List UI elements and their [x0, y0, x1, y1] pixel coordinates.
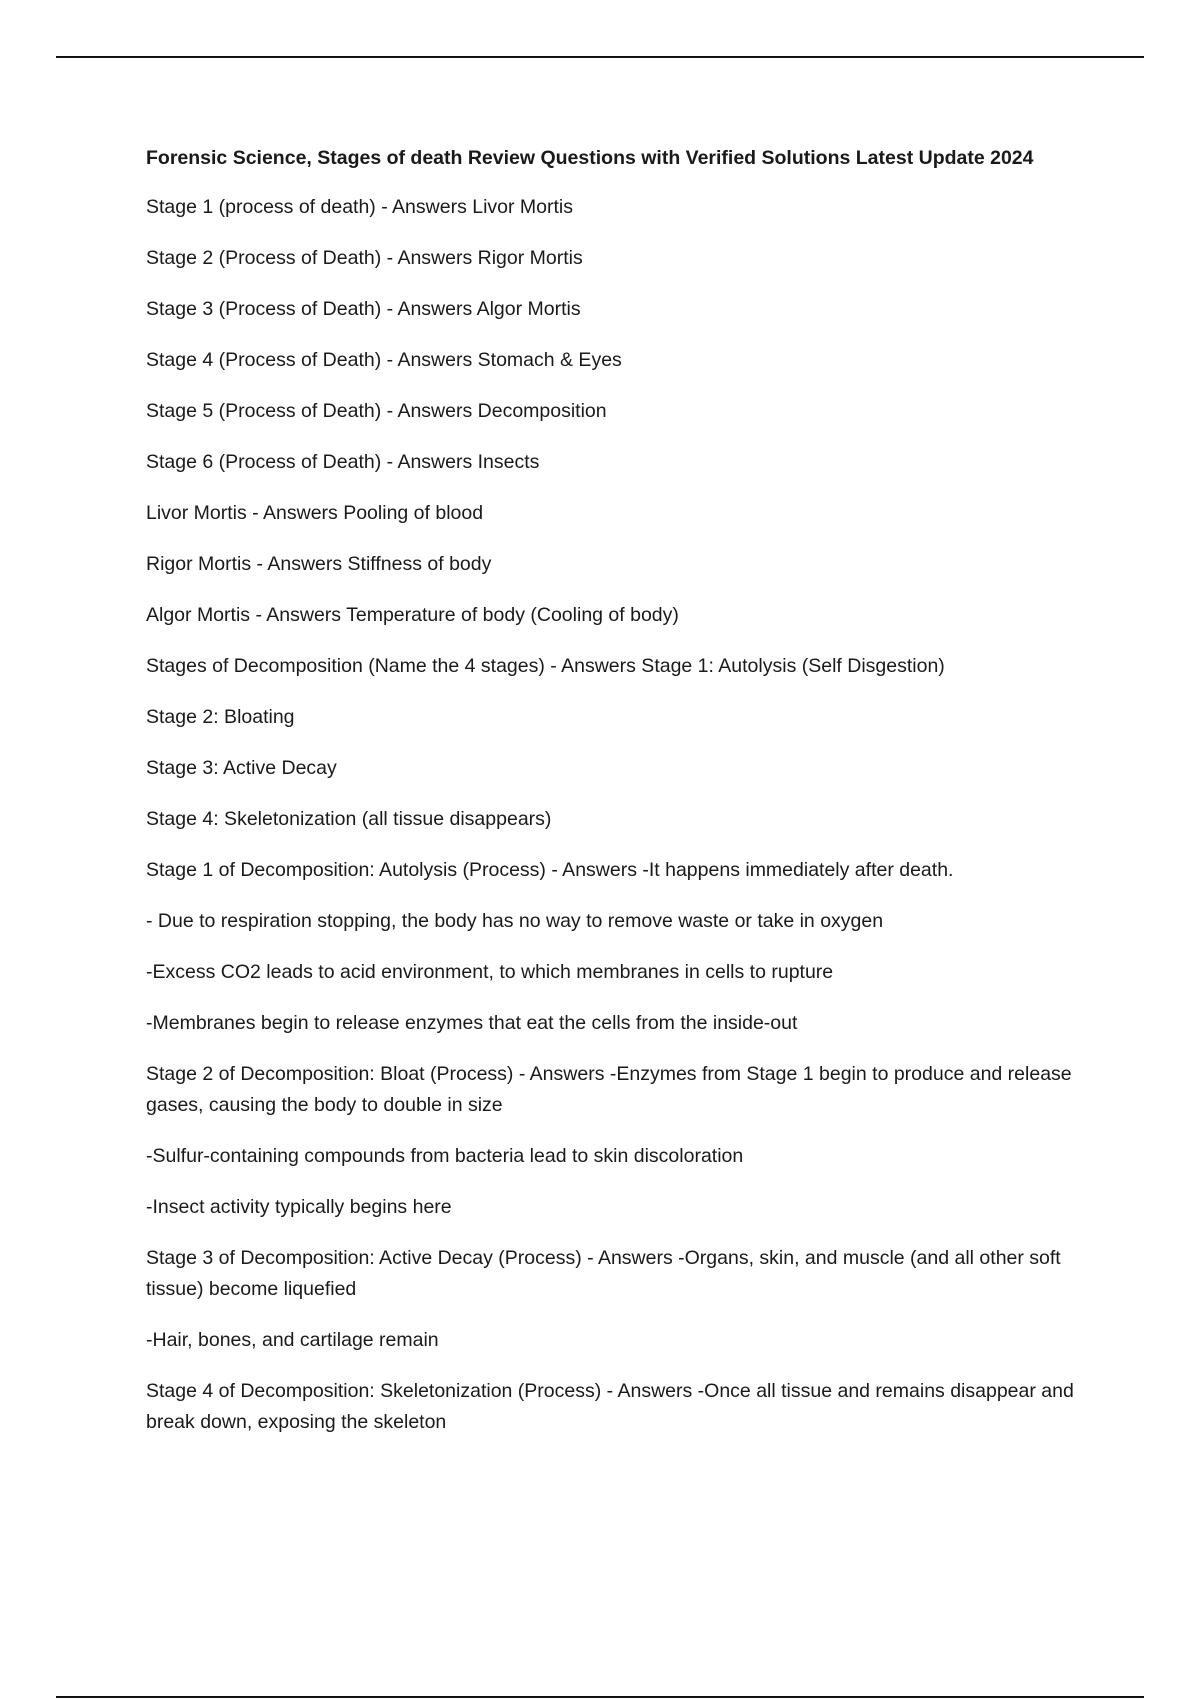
text-line: Stages of Decomposition (Name the 4 stages) - Answers Stage 1: Autolysis (Self Disgestion) — [146, 655, 945, 677]
text-line: Stage 3: Active Decay — [146, 757, 337, 779]
text-line: Stage 2 of Decomposition: Bloat (Process) - Answers -Enzymes from Stage 1 begin to produce and release gases, causing the body to double in size — [146, 1063, 1072, 1116]
text-line: Stage 3 (Process of Death) - Answers Algor Mortis — [146, 298, 581, 320]
document-body — [146, 144, 1086, 1458]
text-line: Stage 6 (Process of Death) - Answers Insects — [146, 451, 540, 473]
text-line: Stage 2 (Process of Death) - Answers Rigor Mortis — [146, 247, 583, 269]
text-line: Stage 4: Skeletonization (all tissue disappears) — [146, 808, 552, 830]
text-line: Stage 2: Bloating — [146, 706, 295, 728]
text-line: Stage 3 of Decomposition: Active Decay (Process) - Answers -Organs, skin, and muscle (and all other soft tissue) become liquefied — [146, 1247, 1061, 1300]
text-line: -Insect activity typically begins here — [146, 1196, 452, 1218]
text-line: Stage 5 (Process of Death) - Answers Decomposition — [146, 400, 607, 422]
text-line: - Due to respiration stopping, the body has no way to remove waste or take in oxygen — [146, 910, 884, 932]
text-line: Algor Mortis - Answers Temperature of body (Cooling of body) — [146, 604, 679, 626]
text-line: -Hair, bones, and cartilage remain — [146, 1329, 439, 1351]
text-line: Stage 1 of Decomposition: Autolysis (Process) - Answers -It happens immediately after death. — [146, 859, 954, 881]
footer-rule — [56, 1696, 1144, 1698]
document-title: Forensic Science, Stages of death Review Questions with Verified Solutions Latest Update 2024 — [146, 147, 1034, 169]
text-line: Stage 4 (Process of Death) - Answers Stomach & Eyes — [146, 349, 622, 371]
text-line: -Membranes begin to release enzymes that eat the cells from the inside-out — [146, 1012, 798, 1034]
text-line: Stage 1 (process of death) - Answers Livor Mortis — [146, 196, 574, 218]
text-line: Stage 4 of Decomposition: Skeletonization (Process) - Answers -Once all tissue and remains disappear and break down, exposing the skeleton — [146, 1380, 1074, 1433]
text-line: -Excess CO2 leads to acid environment, to which membranes in cells to rupture — [146, 961, 834, 983]
text-line: -Sulfur-containing compounds from bacteria lead to skin discoloration — [146, 1145, 744, 1167]
header-rule — [56, 56, 1144, 58]
text-line: Livor Mortis - Answers Pooling of blood — [146, 502, 484, 524]
text-line: Rigor Mortis - Answers Stiffness of body — [146, 553, 492, 575]
